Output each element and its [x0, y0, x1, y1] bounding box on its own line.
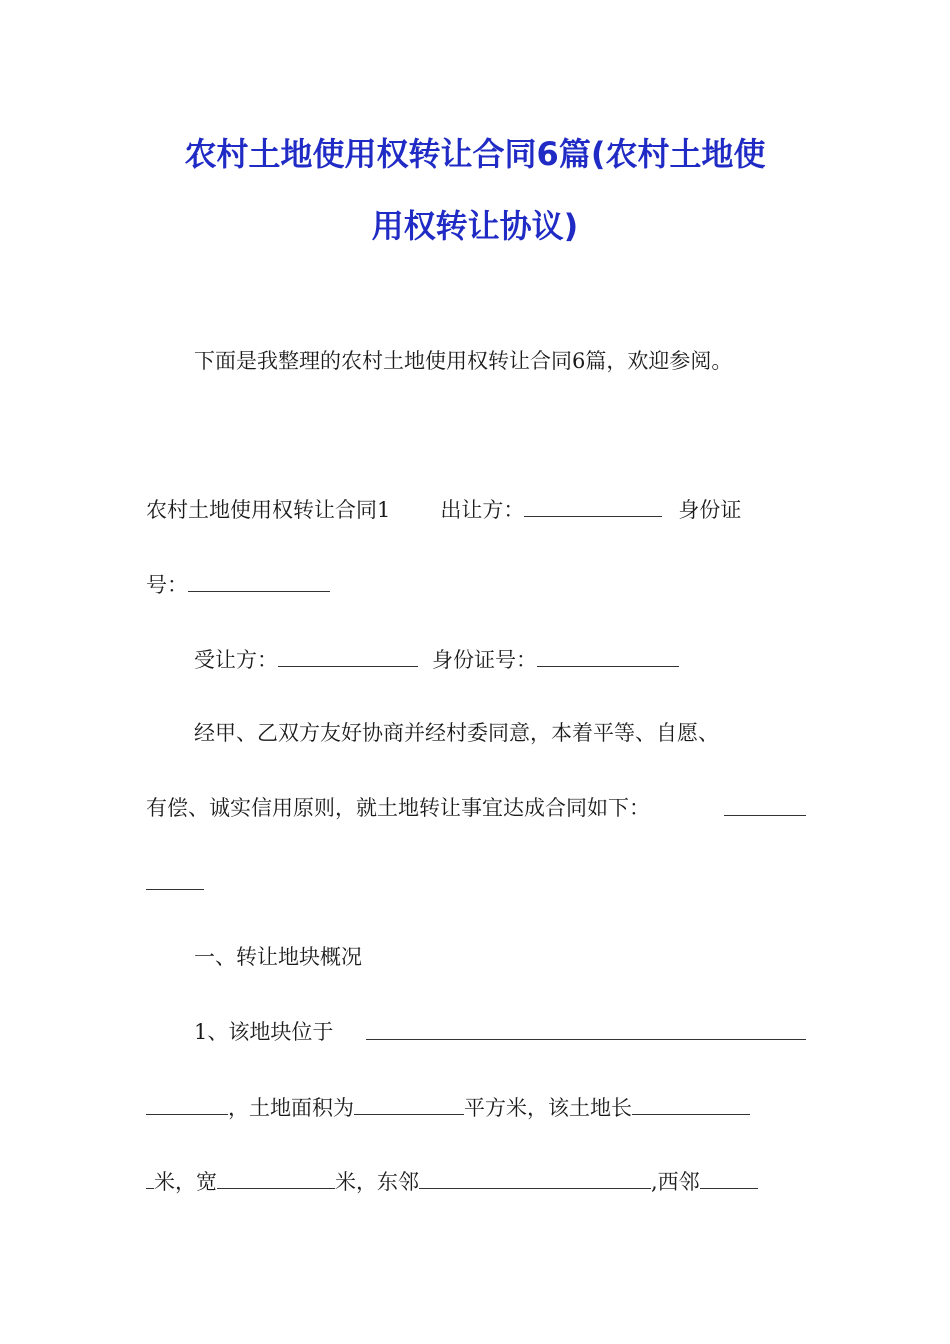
paragraph-line: 经甲、乙双方友好协商并经村委同意，本着平等、自愿、 — [194, 721, 719, 745]
west-text: ,西邻 — [651, 1170, 700, 1194]
continuation-row — [146, 867, 806, 898]
id-label-part1: 身份证 — [678, 498, 742, 522]
document-title-line-1: 农村土地使用权转让合同6篇(农村土地使 — [184, 135, 766, 173]
paragraph-line-2 — [146, 793, 806, 823]
id-row — [146, 569, 806, 600]
paragraph-text: 有偿、诚实信用原则，就土地转让事宜达成合同如下： — [146, 796, 650, 820]
location-blank — [366, 1017, 806, 1040]
document-title-line-2: 用权转让协议) — [371, 207, 579, 245]
item-1-prefix: 1、该地块位于 — [194, 1020, 334, 1044]
transferee-id-label: 身份证号： — [432, 648, 537, 672]
item-1-row-2 — [146, 1092, 806, 1123]
item-1-row-3 — [146, 1166, 806, 1197]
transferee-label: 受让方： — [194, 648, 278, 672]
transferor-label: 出让方： — [440, 498, 525, 522]
length-blank-continued — [146, 1166, 154, 1189]
transferor-id-blank — [188, 569, 330, 592]
transferor-blank — [524, 494, 662, 517]
contract-heading-row — [146, 494, 806, 525]
length-blank — [632, 1092, 750, 1115]
width-text: 米，宽 — [154, 1170, 217, 1194]
transferee-row — [194, 644, 806, 675]
agreement-blank — [724, 793, 806, 816]
width-blank — [217, 1166, 335, 1189]
intro-paragraph: 下面是我整理的农村土地使用权转让合同6篇，欢迎参阅。 — [194, 349, 733, 373]
sqm-text: 平方米，该土地长 — [464, 1096, 632, 1120]
area-blank — [354, 1092, 464, 1115]
agreement-blank-continued — [146, 867, 204, 890]
area-text: ，土地面积为 — [228, 1096, 354, 1120]
id-label-part2: 号： — [146, 573, 188, 597]
contract-heading: 农村土地使用权转让合同1 — [146, 498, 391, 522]
item-1-row — [194, 1017, 806, 1047]
transferee-id-blank — [537, 644, 679, 667]
transferee-blank — [278, 644, 418, 667]
location-blank-continued — [146, 1092, 228, 1115]
east-blank — [419, 1166, 651, 1189]
west-blank — [700, 1166, 758, 1189]
section-heading: 一、转让地块概况 — [194, 945, 362, 969]
east-text: 米，东邻 — [335, 1170, 419, 1194]
